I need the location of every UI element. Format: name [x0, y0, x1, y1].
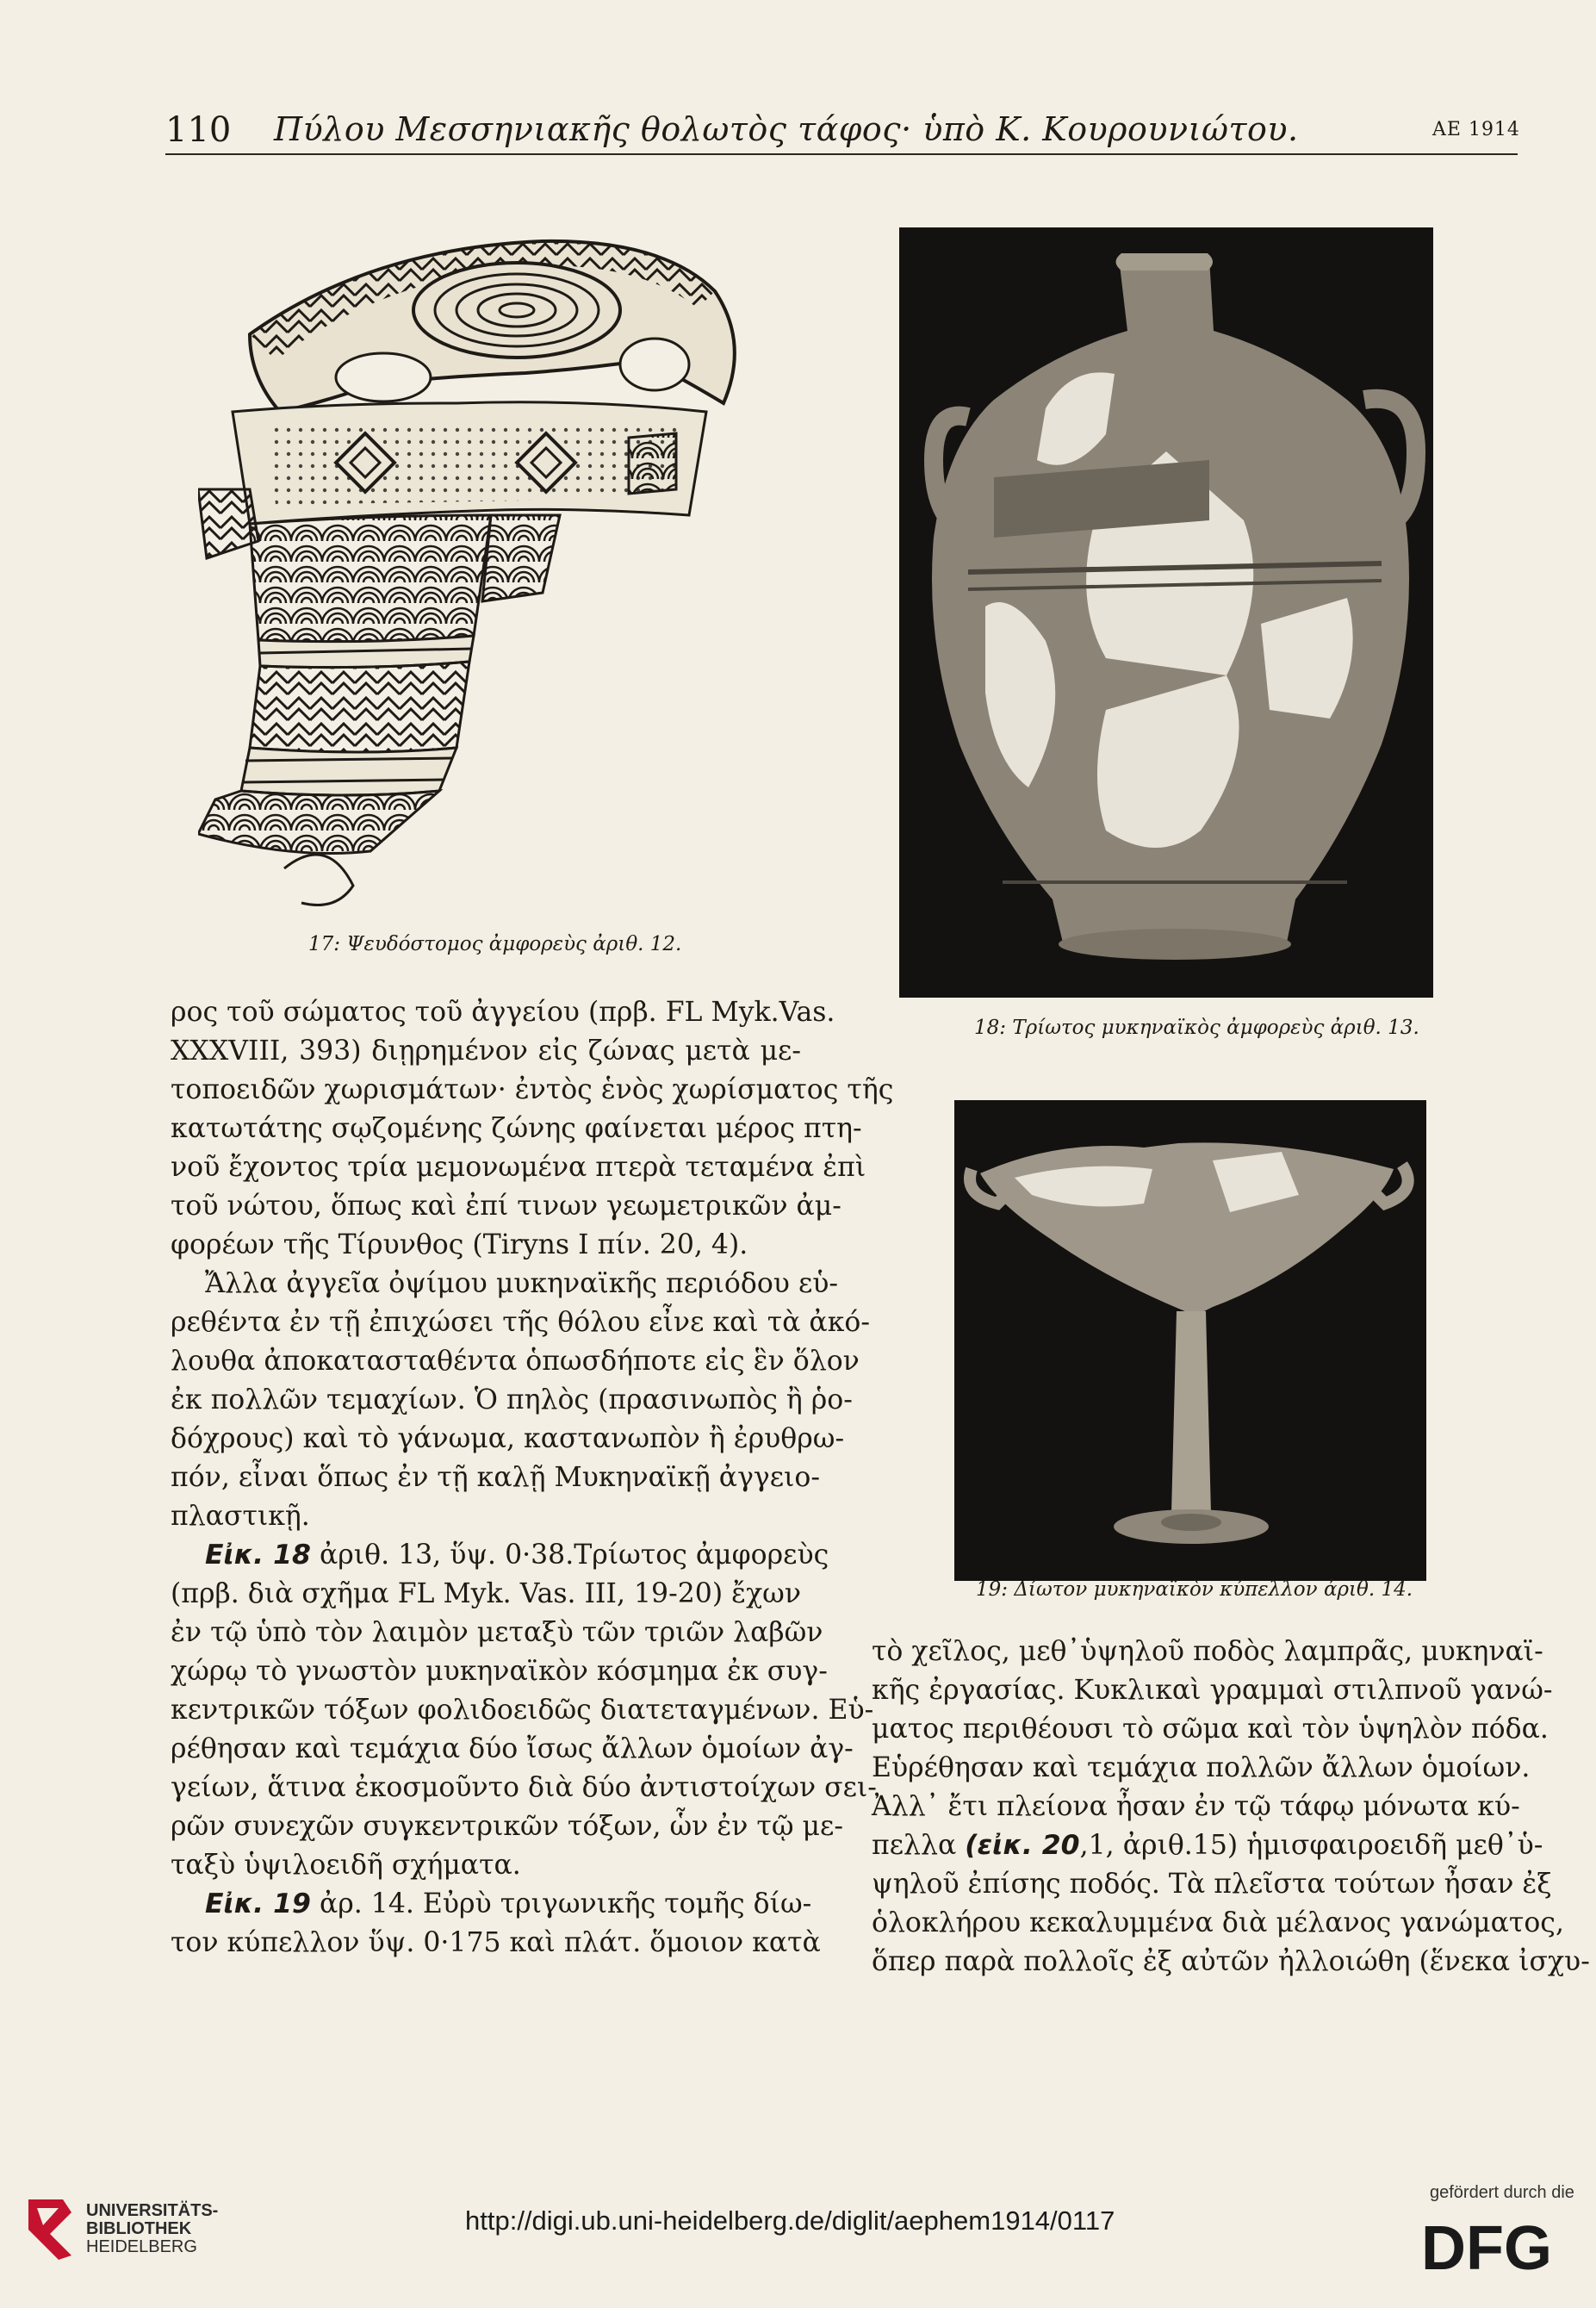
- text-line: πόν, εἶναι ὅπως ἐν τῇ καλῇ Μυκηναϊκῇ ἀγγειο-: [171, 1462, 821, 1493]
- library-logo-icon: [24, 2195, 76, 2264]
- figure-19-kylix-photo: [954, 1100, 1426, 1581]
- library-name: [86, 2202, 218, 2256]
- running-title: Πύλου Μεσσηνιακῆς θολωτὸς τάφος· ὑπὸ Κ. Κουρουνιώτου.: [274, 110, 1299, 148]
- figure-18-caption: 18: Τρίωτος μυκηναϊκὸς ἀμφορεὺς ἀριθ. 13.: [974, 1017, 1419, 1039]
- library-line-3: HEIDELBERG: [86, 2237, 197, 2256]
- text-line-fig19: [171, 1885, 812, 1924]
- text-line-fig20: [872, 1826, 1543, 1865]
- text-span: ἀρ. 14. Εὐρὺ τριγωνικῆς τομῆς δίω-: [319, 1888, 812, 1919]
- text-line-fig18: [171, 1536, 829, 1575]
- text-line: κῆς ἐργασίας. Κυκλικαὶ γραμμαὶ στιλπνοῦ γανώ-: [872, 1675, 1553, 1706]
- figure-19-reference: Εἰκ. 19: [205, 1888, 311, 1919]
- text-line: XXXVIII, 393) διῃρημένον εἰς ζώνας μετὰ με-: [171, 1036, 801, 1067]
- text-line: ματος περιθέουσι τὸ σῶμα καὶ τὸν ὑψηλὸν πόδα.: [872, 1714, 1549, 1745]
- text-span: πελλα: [872, 1830, 957, 1861]
- text-line: νοῦ ἔχοντος τρία μεμονωμένα πτερὰ τεταμένα ἐπὶ: [171, 1152, 866, 1183]
- text-line: λουθα ἀποκατασταθέντα ὁπωσδήποτε εἰς ἓν ὅλον: [171, 1346, 860, 1377]
- text-line: τὸ χεῖλος, μεθ᾽ὑψηλοῦ ποδὸς λαμπρᾶς, μυκηναϊ-: [872, 1636, 1543, 1667]
- dfg-logo-text: DFG: [1421, 2218, 1552, 2278]
- text-line: (πρβ. διὰ σχῆμα FL Myk. Vas. III, 19-20) ἔχων: [171, 1578, 801, 1609]
- text-span: ἀριθ. 13, ὕψ. 0·38.Τρίωτος ἀμφορεὺς: [319, 1540, 829, 1571]
- text-line: ρος τοῦ σώματος τοῦ ἀγγείου (πρβ. FL Myk.Vas.: [171, 997, 835, 1028]
- text-line: ἐν τῷ ὑπὸ τὸν λαιμὸν μεταξὺ τῶν τριῶν λαβῶν: [171, 1617, 823, 1648]
- text-line: τοποειδῶν χωρισμάτων· ἐντὸς ἑνὸς χωρίσματος τῆς: [171, 1074, 894, 1105]
- journal-year: ΑΕ 1914: [1432, 119, 1520, 140]
- text-line: ὁλοκλήρου κεκαλυμμένα διὰ μέλανος γανώματος,: [872, 1907, 1564, 1938]
- left-text-column: [171, 993, 894, 1963]
- text-line: ρέθησαν καὶ τεμάχια δύο ἴσως ἄλλων ὁμοίων ἀγ-: [171, 1733, 854, 1764]
- figure-18-amphora-photo: [899, 227, 1433, 998]
- library-line-1: UNIVERSITÄTS-: [86, 2201, 219, 2220]
- text-line: ψηλοῦ ἐπίσης ποδός. Τὰ πλεῖστα τούτων ἦσαν ἐξ: [872, 1869, 1552, 1900]
- text-line: ἐκ πολλῶν τεμαχίων. Ὁ πηλὸς (πρασινωπὸς ἢ ῥο-: [171, 1384, 853, 1415]
- dfg-logo: [1421, 2218, 1568, 2278]
- right-text-column: [872, 1633, 1590, 1981]
- figure-19-caption: 19: Δίωτον μυκηναϊκὸν κύπελλον ἀριθ. 14.: [976, 1578, 1413, 1601]
- page-number: 110: [165, 110, 232, 150]
- text-line: πλαστικῇ.: [171, 1501, 310, 1532]
- text-line: κατωτάτης σῳζομένης ζώνης φαίνεται μέρος πτη-: [171, 1113, 862, 1144]
- digital-library-url[interactable]: http://digi.ub.uni-heidelberg.de/diglit/aephem1914/0117: [465, 2205, 1115, 2236]
- text-line: ρῶν συνεχῶν συγκεντρικῶν τόξων, ὧν ἐν τῷ με-: [171, 1811, 843, 1842]
- figure-18-reference: Εἰκ. 18: [205, 1540, 311, 1571]
- figure-17-amphora-fragment-drawing: [198, 231, 767, 922]
- figure-17-caption: 17: Ψευδόστομος ἀμφορεὺς ἀριθ. 12.: [308, 933, 682, 955]
- library-line-2: BIBLIOTHEK: [86, 2219, 192, 2238]
- text-line: Εὑρέθησαν καὶ τεμάχια πολλῶν ἄλλων ὁμοίων.: [872, 1752, 1531, 1783]
- text-line: Ἄλλα ἀγγεῖα ὀψίμου μυκηναϊκῆς περιόδου εὑ-: [205, 1268, 839, 1299]
- text-line: ὅπερ παρὰ πολλοῖς ἐξ αὐτῶν ἠλλοιώθη (ἕνεκα ἰσχυ-: [872, 1946, 1590, 1977]
- text-line: Ἀλλ᾽ ἔτι πλείονα ἦσαν ἐν τῷ τάφῳ μόνωτα κύ-: [872, 1791, 1520, 1822]
- text-line: γείων, ἅτινα ἐκοσμοῦντο διὰ δύο ἀντιστοίχων σει-: [171, 1772, 877, 1803]
- funded-by-label: gefördert durch die: [1430, 2183, 1574, 2202]
- text-line: φορέων τῆς Τίρυνθος (Tiryns I πίν. 20, 4).: [171, 1229, 748, 1260]
- text-line: τον κύπελλον ὕψ. 0·175 καὶ πλάτ. ὅμοιον κατὰ: [171, 1927, 821, 1958]
- text-line: χώρῳ τὸ γνωστὸν μυκηναϊκὸν κόσμημα ἐκ συγ-: [171, 1656, 828, 1687]
- text-line: δόχρους) καὶ τὸ γάνωμα, καστανωπὸν ἢ ἐρυθρω-: [171, 1423, 845, 1454]
- text-line: ταξὺ ὑψιλοειδῆ σχήματα.: [171, 1850, 521, 1881]
- figure-20-reference: (εἰκ. 20: [965, 1830, 1080, 1861]
- text-span: ,1, ἀριθ.15) ἡμισφαιροειδῆ μεθ᾽ὑ-: [1079, 1830, 1543, 1861]
- text-line: κεντρικῶν τόξων φολιδοειδῶς διατεταγμένων. Εὑ-: [171, 1695, 874, 1726]
- header-rule: [165, 153, 1518, 155]
- text-line: ρεθέντα ἐν τῇ ἐπιχώσει τῆς θόλου εἶνε καὶ τὰ ἀκό-: [171, 1307, 871, 1338]
- text-line: τοῦ νώτου, ὅπως καὶ ἐπί τινων γεωμετρικῶν ἀμ-: [171, 1191, 841, 1222]
